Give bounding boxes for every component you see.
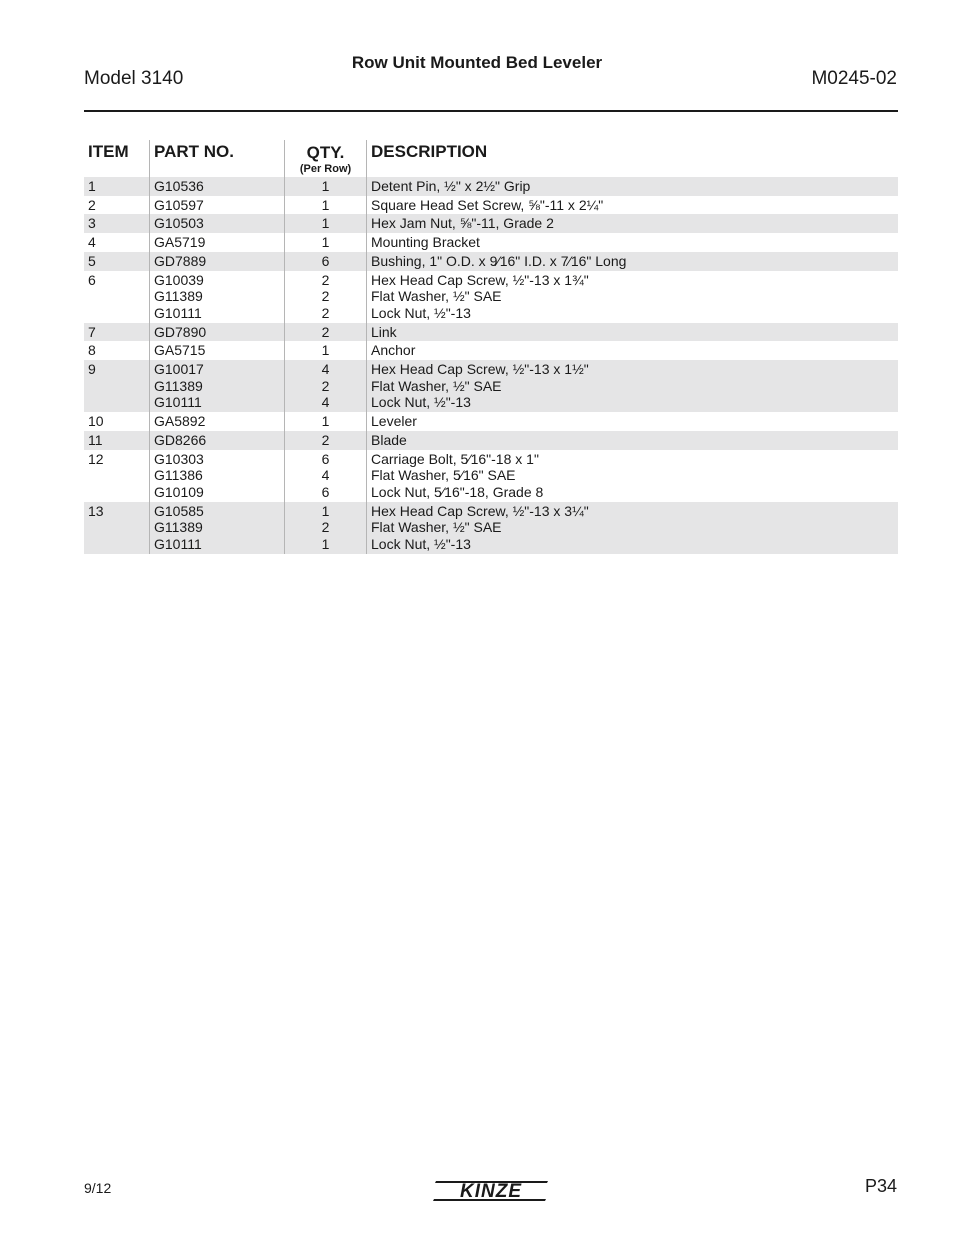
item-number: 10 — [88, 413, 104, 430]
description: Lock Nut, ½"-13 — [371, 536, 471, 553]
description-cell — [367, 214, 899, 233]
quantity-cell — [285, 196, 367, 215]
part-number: G11386 — [154, 467, 203, 484]
description-cell — [367, 196, 899, 215]
quantity-cell — [285, 323, 367, 342]
description: Blade — [371, 431, 407, 448]
header-divider — [84, 110, 898, 112]
quantity: 1 — [321, 178, 330, 194]
quantity: 2 — [321, 271, 330, 288]
table-row — [84, 214, 898, 233]
item-number: 11 — [84, 431, 150, 450]
description: Anchor — [371, 342, 416, 359]
revision-date: 9/12 — [84, 1180, 112, 1196]
table-header-row — [84, 140, 898, 177]
description: Link — [371, 323, 397, 340]
description: Carriage Bolt, 5⁄16"-18 x 1" — [371, 450, 539, 467]
table-row — [84, 252, 898, 271]
quantity: 1 — [321, 215, 330, 232]
table-row — [84, 360, 898, 412]
description: Flat Washer, ½" SAE — [371, 519, 502, 536]
description: Lock Nut, ½"-13 — [371, 394, 471, 411]
part-number-cell — [150, 252, 285, 271]
item-number: 1 — [84, 177, 150, 196]
table-row — [84, 450, 898, 502]
part-number-cell — [150, 214, 285, 233]
description: Flat Washer, ½" SAE — [371, 288, 502, 305]
item-number: 13 — [84, 502, 150, 554]
quantity: 2 — [321, 519, 330, 536]
table-row — [84, 323, 898, 342]
quantity: 6 — [321, 252, 330, 269]
description-cell — [367, 360, 899, 412]
item-number: 6 — [88, 271, 96, 288]
quantity: 6 — [321, 450, 330, 467]
part-number: G10017 — [154, 361, 204, 378]
page-number: P34 — [864, 1176, 897, 1196]
part-number-cell — [150, 360, 285, 412]
table-row — [84, 431, 898, 450]
description-cell — [367, 502, 899, 554]
item-number: 8 — [88, 342, 96, 359]
quantity-cell — [285, 271, 367, 323]
item-number: 2 — [88, 196, 96, 213]
part-number: G10111 — [154, 304, 202, 321]
model-label: Model 3140 — [84, 68, 184, 89]
part-number-cell — [150, 323, 285, 342]
quantity: 4 — [321, 467, 330, 484]
quantity-cell — [285, 431, 367, 450]
column-header-qty — [285, 140, 367, 177]
column-header-item: ITEM — [88, 142, 129, 161]
part-number-cell — [150, 341, 285, 360]
qty-label: QTY. — [306, 143, 345, 162]
description: Hex Jam Nut, ⅝"-11, Grade 2 — [371, 215, 554, 232]
item-number: 12 — [88, 450, 104, 467]
description: Hex Head Cap Screw, ½"-13 x 1¾" — [371, 271, 589, 288]
part-number: G10111 — [154, 394, 202, 411]
description-cell — [367, 252, 899, 271]
part-number: G11389 — [154, 377, 203, 394]
part-number: G10039 — [154, 271, 204, 288]
part-number-cell — [150, 450, 285, 502]
quantity-cell — [285, 252, 367, 271]
part-number: G10109 — [154, 483, 204, 500]
quantity-cell — [285, 341, 367, 360]
part-number: GD8266 — [154, 431, 207, 448]
part-number: G10597 — [154, 196, 204, 213]
quantity: 1 — [321, 502, 330, 519]
table-row — [84, 196, 898, 215]
quantity-cell — [285, 360, 367, 412]
table-row — [84, 341, 898, 360]
table-row — [84, 412, 898, 431]
quantity-cell — [285, 177, 367, 196]
page-title: Row Unit Mounted Bed Leveler — [351, 53, 603, 72]
table-row — [84, 177, 898, 196]
description: Detent Pin, ½" x 2½" Grip — [371, 178, 531, 194]
description: Lock Nut, ½"-13 — [371, 304, 471, 321]
description-cell — [367, 431, 899, 450]
part-number: GD7890 — [154, 323, 207, 340]
qty-sub-label: (Per Row) — [299, 163, 352, 175]
description-cell — [367, 323, 899, 342]
quantity: 1 — [321, 196, 330, 213]
part-number: GD7889 — [154, 252, 207, 269]
part-number: G11389 — [154, 519, 203, 536]
description-cell — [367, 233, 899, 252]
item-number: 7 — [84, 323, 150, 342]
table-row — [84, 233, 898, 252]
description: Hex Head Cap Screw, ½"-13 x 1½" — [371, 361, 589, 378]
part-number: GA5715 — [154, 342, 206, 359]
quantity-cell — [285, 233, 367, 252]
part-number: G10503 — [154, 215, 204, 232]
parts-table-body — [84, 177, 898, 554]
description: Flat Washer, 5⁄16" SAE — [371, 467, 516, 484]
quantity: 4 — [321, 361, 330, 378]
part-number: G10536 — [154, 178, 204, 194]
part-number: G10111 — [154, 536, 202, 553]
description: Hex Head Cap Screw, ½"-13 x 3¼" — [371, 502, 589, 519]
description-cell — [367, 450, 899, 502]
column-header-description: DESCRIPTION — [367, 140, 899, 177]
item-number: 4 — [88, 234, 96, 251]
document-number: M0245-02 — [811, 68, 897, 89]
description: Lock Nut, 5⁄16"-18, Grade 8 — [371, 483, 544, 500]
column-header-part-no: PART NO. — [150, 140, 285, 177]
svg-text:KINZE: KINZE — [460, 1181, 522, 1202]
quantity-cell — [285, 502, 367, 554]
quantity: 1 — [321, 536, 330, 553]
part-number-cell — [150, 233, 285, 252]
item-number: 3 — [84, 214, 150, 233]
description-cell — [367, 271, 899, 323]
description: Mounting Bracket — [371, 234, 480, 251]
quantity: 1 — [321, 234, 330, 251]
part-number-cell — [150, 271, 285, 323]
description: Square Head Set Screw, ⅝"-11 x 2¼" — [371, 196, 604, 213]
part-number: G10303 — [154, 450, 204, 467]
quantity-cell — [285, 450, 367, 502]
description: Leveler — [371, 413, 417, 430]
description-cell — [367, 341, 899, 360]
part-number: G10585 — [154, 502, 204, 519]
description-cell — [367, 412, 899, 431]
part-number-cell — [150, 196, 285, 215]
part-number: GA5719 — [154, 234, 206, 251]
table-row — [84, 271, 898, 323]
quantity-cell — [285, 214, 367, 233]
part-number: GA5892 — [154, 413, 206, 430]
quantity: 2 — [321, 431, 330, 448]
quantity-cell — [285, 412, 367, 431]
item-number: 5 — [84, 252, 150, 271]
quantity: 4 — [321, 394, 330, 411]
part-number-cell — [150, 431, 285, 450]
description: Flat Washer, ½" SAE — [371, 377, 502, 394]
description-cell — [367, 177, 899, 196]
quantity: 1 — [321, 413, 330, 430]
quantity: 2 — [321, 377, 330, 394]
part-number-cell — [150, 502, 285, 554]
quantity: 2 — [321, 304, 330, 321]
item-number: 9 — [84, 360, 150, 412]
quantity: 6 — [321, 483, 330, 500]
quantity: 1 — [321, 342, 330, 359]
table-row — [84, 502, 898, 554]
parts-table — [84, 140, 898, 554]
kinze-logo — [432, 1175, 550, 1205]
quantity: 2 — [321, 323, 330, 340]
part-number-cell — [150, 412, 285, 431]
part-number: G11389 — [154, 288, 203, 305]
part-number-cell — [150, 177, 285, 196]
quantity: 2 — [321, 288, 330, 305]
description: Bushing, 1" O.D. x 9⁄16" I.D. x 7⁄16" Long — [371, 252, 627, 269]
